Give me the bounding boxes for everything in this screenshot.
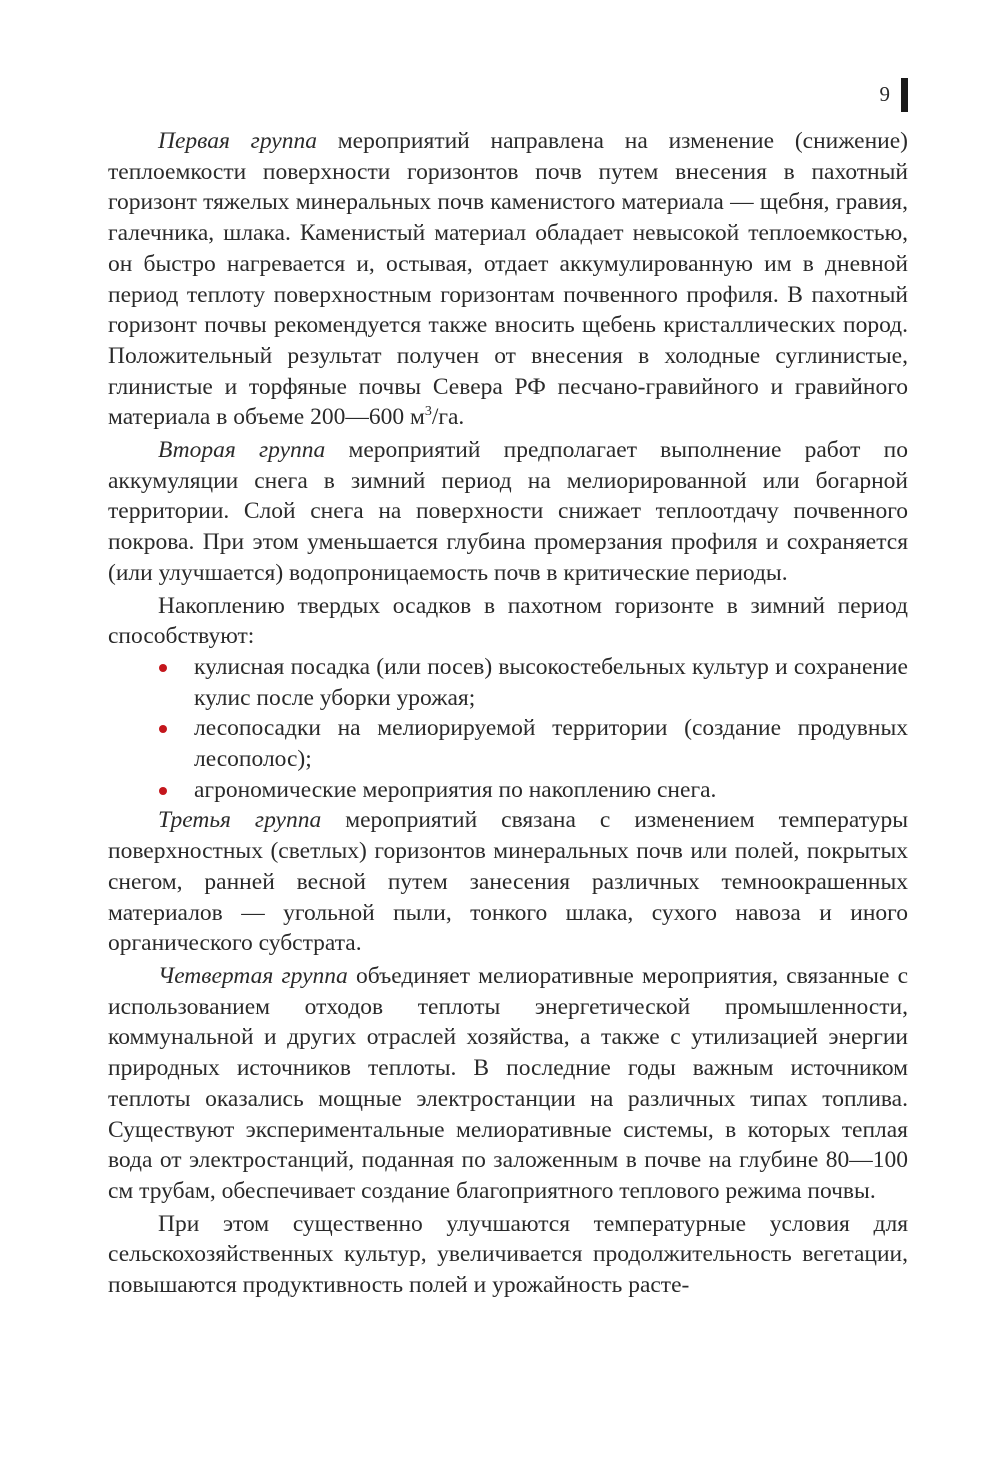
bullet-list	[108, 652, 908, 806]
list-item-text: лесопосадки на мелиорируемой территории (создание продувных лесополос);	[194, 715, 908, 773]
first-group-text-end: /га.	[431, 404, 465, 431]
first-group-label: Первая группа	[158, 128, 317, 154]
paragraph-snow-accumulation	[108, 591, 908, 652]
second-group-label: Вторая группа	[158, 437, 326, 464]
list-item-text: кулисная посадка (или посев) высокостебельных культур и сохранение кулис после уборки урожая;	[194, 653, 908, 711]
page-number-bar	[901, 78, 908, 112]
first-group-text: мероприятий направлена на изменение (снижение) теплоемкости поверхности горизонтов почв путем внесения в пахотный горизонт тяжелых минеральных почв каменистого материала — щебня, гравия, галечника, шлака. Каменистый материал обладает невысокой теплоемкостью, он быстро нагревается и, остывая, отдает аккумулированную им в дневной период теплоту поверхностным горизонтам почвенного профиля. В пахотный горизонт почвы рекомендуется также вносить щебень кристаллических пород. Положительный результат получен от внесения в холодные суглинистые, глинистые и торфяные почвы Севера РФ песчано-гравийного и гравийного материала в объеме 200—600 м	[108, 128, 909, 431]
fourth-group-label: Четвертая группа	[158, 962, 348, 989]
page-header	[860, 78, 908, 112]
paragraph-third-group	[108, 805, 908, 959]
paragraph-fourth-group	[108, 961, 908, 1207]
third-group-text: мероприятий связана с изменением температуры поверхностных (светлых) горизонтов минеральных почв или полей, покрытых снегом, ранней весной путем занесения различных темноокрашенных материалов — угольной пыли, тонкого шлака, сухого навоза и иного органического субстрата.	[108, 807, 908, 957]
third-group-label: Третья группа	[158, 807, 322, 834]
bullet-dot-icon	[159, 787, 167, 795]
list-item-text: агрономические мероприятия по накоплению снега.	[194, 776, 717, 803]
fourth-group-text: объединяет мелиоративные мероприятия, связанные с использованием отходов теплоты энергетической промышленности, коммунальной и других отраслей хозяйства, а также с утилизацией энергии природных источников теплоты. В последние годы важным источником теплоты оказались мощные электростанции на различных типах топлива. Существуют экспериментальные мелиоративные системы, в которых теплая вода от электростанций, поданная по заложенным в почве на глубине 80—100 см трубам, обеспечивает создание благоприятного теплового режима почвы.	[108, 962, 909, 1204]
paragraph-second-group	[108, 435, 908, 589]
second-group-text: мероприятий предполагает выполнение работ по аккумуляции снега в зимний период на мелиорированной или богарной территории. Слой снега на поверхности снижает теплоотдачу почвенного покрова. При этом уменьшается глубина промерзания профиля и сохраняется (или улучшается) водопроницаемость почв в критические периоды.	[108, 437, 908, 586]
list-item	[108, 775, 908, 806]
list-item	[108, 713, 908, 774]
paragraph-first-group	[108, 126, 908, 433]
conclusion-text: При этом существенно улучшаются температурные условия для сельскохозяйственных культур, увеличивается продолжительность вегетации, повышаются продуктивность полей и урожайность расте-	[108, 1210, 908, 1299]
bullet-dot-icon	[159, 725, 167, 733]
snow-accumulation-text: Накоплению твердых осадков в пахотном горизонте в зимний период способствуют:	[108, 592, 908, 650]
bullet-dot-icon	[159, 664, 167, 672]
list-item	[108, 652, 908, 713]
page-number: 9	[879, 82, 890, 106]
paragraph-conclusion	[108, 1209, 908, 1301]
unit-superscript: 3	[424, 404, 432, 420]
body-text	[108, 126, 908, 1301]
